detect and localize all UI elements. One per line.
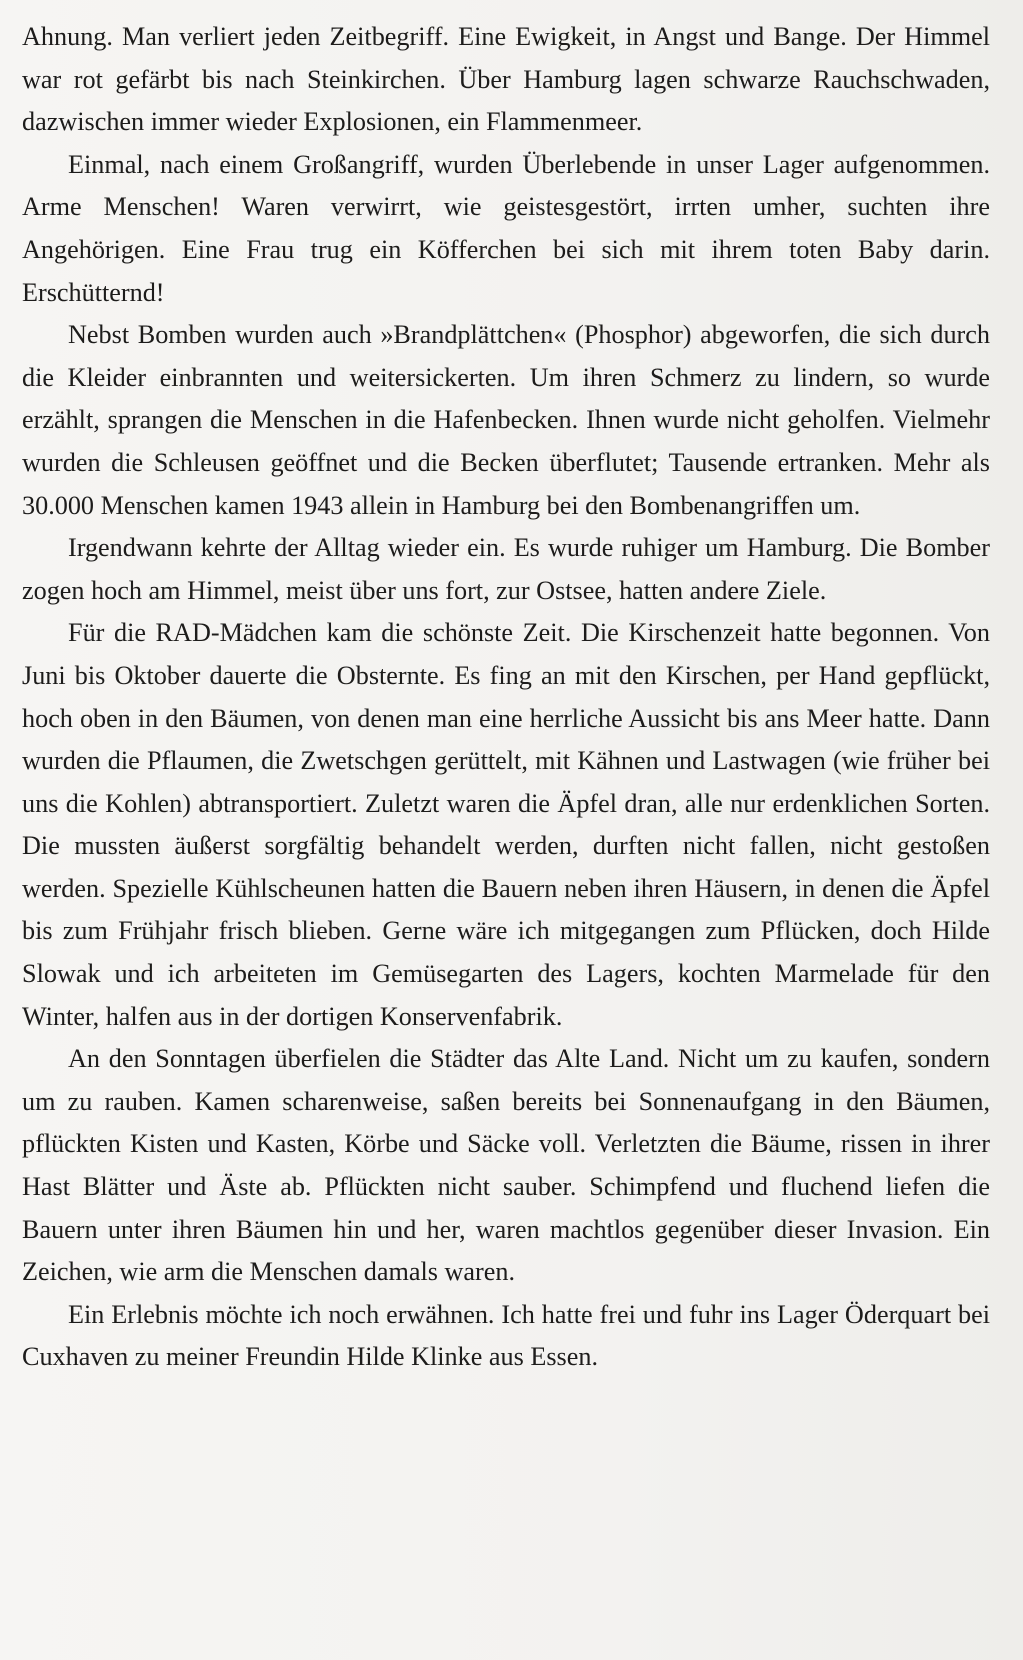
paragraph-experience: Ein Erlebnis möchte ich noch erwähnen. Ich hatte frei und fuhr ins Lager Öderquart bei Cuxhaven zu meiner Freundin Hilde Klinke aus Essen. (22, 1299, 990, 1372)
paragraph-phosphor: Nebst Bomben wurden auch »Brandplättchen« (Phosphor) abgeworfen, die sich durch die Kleider einbrannten und weitersickerten. Um ihren Schmerz zu lindern, so wurde erzählt, sprangen die Menschen in die Hafenbecken. Ihnen wurde nicht geholfen. Vielmehr wurden die Schleusen geöffnet und die Becken überflutet; Tausende ertranken. Mehr als 30.000 Menschen kamen 1943 allein in Hamburg bei den Bombenangriffen um. (22, 320, 990, 520)
paragraph-harvest: Für die RAD-Mädchen kam die schönste Zeit. Die Kirschenzeit hatte begonnen. Von Juni bis Oktober dauerte die Obsternte. Es fing an mit den Kirschen, per Hand gepflückt, hoch oben in den Bäumen, von denen man eine herrliche Aussicht bis ans Meer hatte. Dann wurden die Pflaumen, die Zwetschgen gerüttelt, mit Kähnen und Lastwagen (wie früher bei uns die Kohlen) abtransportiert. Zuletzt waren die Äpfel dran, alle nur erdenklichen Sorten. Die mussten äußerst sorgfältig behandelt werden, durften nicht fallen, nicht gestoßen werden. Spezielle Kühlscheunen hatten die Bauern neben ihren Häusern, in denen die Äpfel bis zum Frühjahr frisch blieben. Gerne wäre ich mitgegangen zum Pflücken, doch Hilde Slowak und ich arbeiteten im Gemüsegarten des Lagers, kochten Marmelade für den Winter, halfen aus in der dortigen Konservenfabrik. (22, 618, 990, 1031)
paragraph-sundays: An den Sonntagen überfielen die Städter das Alte Land. Nicht um zu kaufen, sondern um zu rauben. Kamen scharenweise, saßen bereits bei Sonnenaufgang in den Bäumen, pflückten Kisten und Kasten, Körbe und Säcke voll. Verletzten die Bäume, rissen in ihrer Hast Blätter und Äste ab. Pflückten nicht sauber. Schimpfend und fluchend liefen die Bauern unter ihren Bäumen hin und her, waren machtlos gegenüber dieser Invasion. Ein Zeichen, wie arm die Menschen damals waren. (22, 1044, 990, 1287)
body-text (22, 16, 990, 1379)
paragraph-survivors: Einmal, nach einem Großangriff, wurden Überlebende in unser Lager aufgenommen. Arme Menschen! Waren verwirrt, wie geistesgestört, irrten umher, suchten ihre Angehörigen. Eine Frau trug ein Köfferchen bei sich mit ihrem toten Baby darin. Erschütternd! (22, 149, 990, 307)
paragraph-everyday-life: Irgendwann kehrte der Alltag wieder ein. Es wurde ruhiger um Hamburg. Die Bomber zogen hoch am Himmel, meist über uns fort, zur Ostsee, hatten andere Ziele. (22, 533, 990, 605)
paragraph-continuation: Ahnung. Man verliert jeden Zeitbegriff. Eine Ewigkeit, in Angst und Bange. Der Himmel war rot gefärbt bis nach Steinkirchen. Über Hamburg lagen schwarze Rauchschwaden, dazwischen immer wieder Explosionen, ein Flammenmeer. (22, 22, 990, 137)
